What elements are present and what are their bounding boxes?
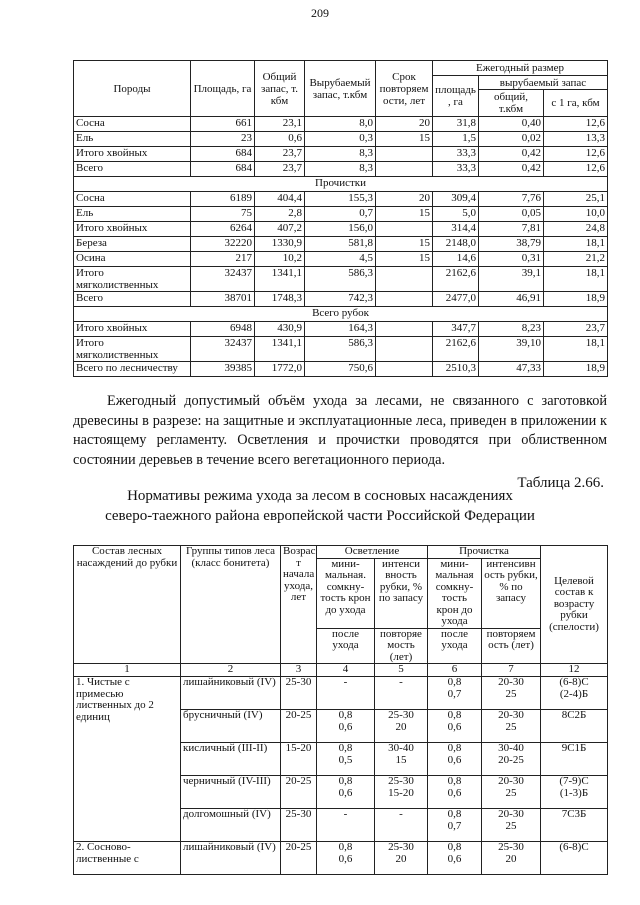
table-title-line-1: Нормативы режима ухода за лесом в сосновых насаждениях [127,488,513,504]
forest-type: долгомошный (IV) [181,809,281,842]
table-cell: 164,3 [305,322,376,337]
table-cell [376,362,433,377]
table-cell: 1341,1 [255,267,305,292]
header-thinning: Прочистка [428,546,541,559]
table-cell: 0,8 0,6 [317,776,375,809]
table-cell: 23,1 [255,117,305,132]
table-cell: 32220 [191,237,255,252]
table-cell: 20-30 25 [482,710,541,743]
table-row [74,207,608,222]
body-paragraph: Ежегодный допустимый объём ухода за лесами, не связанного с заготовкой древесины в разрезе: на защитные и эксплуатационные леса, приведен в приложении к настоящему регламенту. Осветления и прочистки проводятся при облиственном состоянии деревьев в течение всего вегетационного периода. [73,393,607,468]
header-thinning-repeat: повторяем ость (лет) [482,628,541,664]
table-cell: 15 [376,237,433,252]
table-cell: 39,10 [479,337,544,362]
header-annual: Ежегодный размер [433,61,608,76]
header-clearing-intensity: интенси вность рубки, % по запасу [375,558,428,628]
header-clearing-after: после ухода [317,628,375,664]
table-cell: (6-8)С [541,842,608,875]
table-row [74,842,608,875]
forest-type: лишайниковый (IV) [181,842,281,875]
table-row [74,237,608,252]
table-row [74,337,608,362]
table-cell: 0,8 0,6 [317,710,375,743]
table-cell: 7,81 [479,222,544,237]
table-cell: 1772,0 [255,362,305,377]
table-row [74,292,608,307]
table-cell: 75 [191,207,255,222]
table-row [74,677,608,710]
table-cell: 25,1 [544,192,608,207]
table-cell [376,292,433,307]
table-cell: 10,2 [255,252,305,267]
row-label: Итого хвойных [74,147,191,162]
table-row [74,222,608,237]
table-cell: 5,0 [433,207,479,222]
table-title-line-2: северо-таежного района европейской части Российской Федерации [105,508,535,524]
table-cell: 8С2Б [541,710,608,743]
table-cell: 684 [191,162,255,177]
table-cell: 0,8 0,6 [317,842,375,875]
table-caption: Таблица 2.66. [517,475,604,491]
table-cell: 18,1 [544,337,608,362]
table-cell: 156,0 [305,222,376,237]
table-cell: 0,02 [479,132,544,147]
table-cell: 25-30 [281,677,317,710]
table-row [74,162,608,177]
table-cell: 15-20 [281,743,317,776]
table-cell: 8,3 [305,147,376,162]
table-cell: 25-30 20 [482,842,541,875]
header-clearing: Осветление [317,546,428,559]
table-cell: 0,42 [479,162,544,177]
table-cell: (6-8)С (2-4)Б [541,677,608,710]
section-label: Всего рубок [74,307,608,322]
table-cell: 18,1 [544,267,608,292]
table-cell: 217 [191,252,255,267]
table-cell: 15 [376,132,433,147]
table-cell [376,222,433,237]
table-cell: 1330,9 [255,237,305,252]
table-cell: 23,7 [544,322,608,337]
row-label: Ель [74,132,191,147]
section-row [74,307,608,322]
table-cell: 8,23 [479,322,544,337]
header-target: Целевой состав к возрасту рубки (спелости) [541,546,608,664]
table-cell: 6189 [191,192,255,207]
table-cell: 4,5 [305,252,376,267]
header-total-stock: Общий запас, т. кбм [255,61,305,117]
table-cell: 39,1 [479,267,544,292]
table-cell: 38,79 [479,237,544,252]
table-cell: 24,8 [544,222,608,237]
header-annual-area: площадь , га [433,76,479,117]
table-cell: 0,8 0,7 [428,809,482,842]
table-cell: 38701 [191,292,255,307]
table-cell: 14,6 [433,252,479,267]
table-cell: 0,31 [479,252,544,267]
table-cell: 9С1Б [541,743,608,776]
table-cell: 347,7 [433,322,479,337]
row-label: Итого мягколиственных [74,267,191,292]
column-number: 2 [181,664,281,677]
table-cell: 20-30 25 [482,776,541,809]
table-cell: 684 [191,147,255,162]
table-cell: 20-30 25 [482,809,541,842]
table-cell: 581,8 [305,237,376,252]
table-cell: - [317,677,375,710]
table-cell [376,267,433,292]
header-repeat-period: Срок повторяем ости, лет [376,61,433,117]
table-cell: 407,2 [255,222,305,237]
table-row [74,252,608,267]
header-annual-cut-stock: вырубаемый запас [479,76,608,90]
table-cell: 25-30 20 [375,842,428,875]
page-number: 209 [311,6,329,20]
table-cell: 2162,6 [433,337,479,362]
table-cell [376,337,433,362]
table-cell [376,322,433,337]
group-label: 2. Сосново-лиственные с [74,842,181,875]
table-cell: 33,3 [433,162,479,177]
forest-type: черничный (IV-III) [181,776,281,809]
header-forest-type: Группы типов леса (класс бонитета) [181,546,281,664]
header-cut-stock: Вырубаемый запас, т.кбм [305,61,376,117]
table-cell: 2510,3 [433,362,479,377]
section-label: Прочистки [74,177,608,192]
header-thinning-after: после ухода [428,628,482,664]
table-cell: 15 [376,252,433,267]
table-cell: 46,91 [479,292,544,307]
table-cell: 12,6 [544,147,608,162]
table-cell: 20-25 [281,710,317,743]
header-annual-total: общий, т.кбм [479,90,544,117]
column-number: 12 [541,664,608,677]
table-cell: 31,8 [433,117,479,132]
table-cell: 586,3 [305,337,376,362]
table-cell: 0,05 [479,207,544,222]
table-cell: 18,9 [544,292,608,307]
table-cell: 0,8 0,6 [428,776,482,809]
table-cell: 309,4 [433,192,479,207]
table-row [74,267,608,292]
table-cell: 0,8 0,6 [428,710,482,743]
table-cell: 0,8 0,6 [428,743,482,776]
table-cell: 23 [191,132,255,147]
table-cell: 0,3 [305,132,376,147]
header-thinning-intensity: интенсивн ость рубки, % по запасу [482,558,541,628]
header-start-age: Возрас т начала ухода, лет [281,546,317,664]
table-cell: 7,76 [479,192,544,207]
table-cell: 23,7 [255,162,305,177]
row-label: Ель [74,207,191,222]
table-cell: - [375,677,428,710]
table-row [74,132,608,147]
row-label: Сосна [74,192,191,207]
table-cell: 25-30 15-20 [375,776,428,809]
table-cell: 25-30 [281,809,317,842]
table-row [74,362,608,377]
forest-type: кисличный (III-II) [181,743,281,776]
column-number: 6 [428,664,482,677]
table-cell: 0,8 0,7 [428,677,482,710]
table-cell: 2,8 [255,207,305,222]
table-cell: 6264 [191,222,255,237]
table-cell: 25-30 20 [375,710,428,743]
table-cell: 0,40 [479,117,544,132]
row-label: Итого мягколиственных [74,337,191,362]
table-cell: 6948 [191,322,255,337]
table-cell: 0,7 [305,207,376,222]
table-cell: 32437 [191,267,255,292]
group-label: 1. Чистые с примесью лиственных до 2 единиц [74,677,181,842]
table-cell: 12,6 [544,162,608,177]
table-row [74,192,608,207]
table-cell: 39385 [191,362,255,377]
table-cell: 1748,3 [255,292,305,307]
row-label: Береза [74,237,191,252]
table-cell: 586,3 [305,267,376,292]
table-cell: 430,9 [255,322,305,337]
row-label: Осина [74,252,191,267]
table-cell: 7С3Б [541,809,608,842]
table-cell: 13,3 [544,132,608,147]
table-cell: 30-40 15 [375,743,428,776]
table-cell: 0,8 0,6 [428,842,482,875]
row-label: Всего по лесничеству [74,362,191,377]
table-cell: 0,42 [479,147,544,162]
table-cell: 32437 [191,337,255,362]
header-composition: Состав лесных насаждений до рубки [74,546,181,664]
table-cell: 0,6 [255,132,305,147]
forest-type: брусничный (IV) [181,710,281,743]
table-cell: 1,5 [433,132,479,147]
row-label: Итого хвойных [74,222,191,237]
table-cell: - [375,809,428,842]
table-cell: 8,0 [305,117,376,132]
table-cell: 20-25 [281,842,317,875]
table-cell: 8,3 [305,162,376,177]
table-cell: 1341,1 [255,337,305,362]
table-cell: 155,3 [305,192,376,207]
table-cell: 20-25 [281,776,317,809]
table-cell: 314,4 [433,222,479,237]
row-label: Всего [74,162,191,177]
column-number: 1 [74,664,181,677]
table-cell: 10,0 [544,207,608,222]
table-cell: 2148,0 [433,237,479,252]
table-cell: 12,6 [544,117,608,132]
header-clearing-min-density: мини-мальная. сомкну-тость крон до ухода [317,558,375,628]
table-cell: 2477,0 [433,292,479,307]
table-cell: 0,8 0,5 [317,743,375,776]
column-number: 4 [317,664,375,677]
forest-care-norms-table [73,545,608,875]
table-cell: 661 [191,117,255,132]
table-cell: 742,3 [305,292,376,307]
header-species: Породы [74,61,191,117]
header-thinning-min-density: мини-мальная сомкну-тость крон до ухода [428,558,482,628]
table-cell: 47,33 [479,362,544,377]
logging-volume-table [73,60,608,377]
table-cell: 20 [376,192,433,207]
table-cell: 20 [376,117,433,132]
column-number: 5 [375,664,428,677]
table-cell: 30-40 20-25 [482,743,541,776]
table-cell: 404,4 [255,192,305,207]
table-row [74,117,608,132]
row-label: Всего [74,292,191,307]
row-label: Сосна [74,117,191,132]
forest-type: лишайниковый (IV) [181,677,281,710]
table-row [74,147,608,162]
table-cell [376,162,433,177]
table-cell: (7-9)С (1-3)Б [541,776,608,809]
table-row [74,322,608,337]
table-cell: 23,7 [255,147,305,162]
table-cell: 33,3 [433,147,479,162]
header-annual-per-ha: с 1 га, кбм [544,90,608,117]
table-cell: 18,1 [544,237,608,252]
table-cell: 20-30 25 [482,677,541,710]
row-label: Итого хвойных [74,322,191,337]
table-cell [376,147,433,162]
column-number: 3 [281,664,317,677]
table-cell: 21,2 [544,252,608,267]
header-area: Площадь, га [191,61,255,117]
table-cell: 2162,6 [433,267,479,292]
section-row [74,177,608,192]
header-clearing-repeat: повторяе мость (лет) [375,628,428,664]
table-cell: 18,9 [544,362,608,377]
table-cell: 15 [376,207,433,222]
table-cell: - [317,809,375,842]
column-number: 7 [482,664,541,677]
table-cell: 750,6 [305,362,376,377]
